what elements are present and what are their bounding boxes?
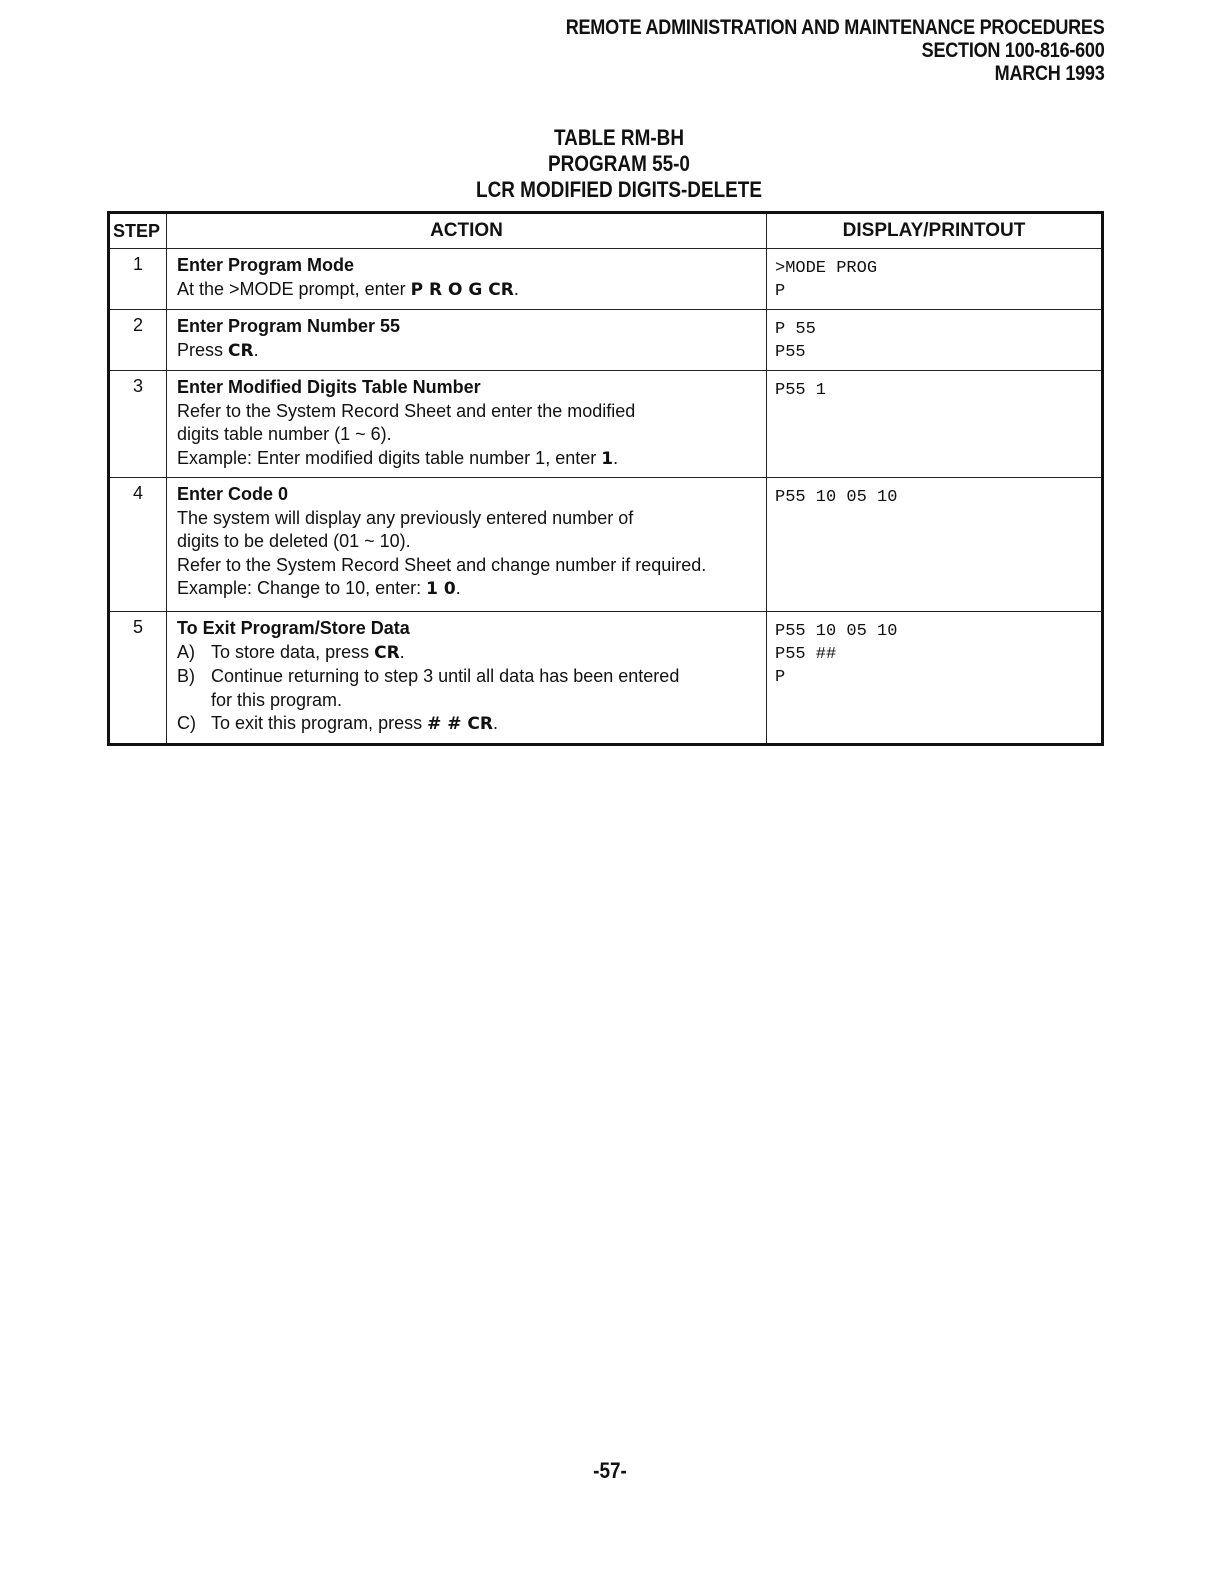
page-number: -57- [593,1458,627,1483]
action-title: Enter Program Number 55 [177,316,401,336]
display-line: P [775,282,786,301]
table-title [352,125,885,203]
action-text-end: . [399,641,405,662]
action-text-end: . [493,713,499,733]
action-cell [167,612,767,745]
page-header [565,16,1104,85]
display-cell [767,371,1103,478]
display-line: P55 10 05 10 [775,488,898,507]
action-line: Refer to the System Record Sheet and change number if required. [177,554,707,575]
header-date: MARCH 1993 [994,62,1104,85]
display-line: P55 ## [775,645,837,664]
action-line: Refer to the System Record Sheet and enter the modified [177,400,636,421]
action-cell [167,478,767,612]
action-line: digits to be deleted (01 ~ 10). [177,531,411,551]
header-doc-title: REMOTE ADMINISTRATION AND MAINTENANCE PROCEDURES [565,16,1104,39]
action-text: To exit this program, press [211,713,428,733]
action-title: To Exit Program/Store Data [177,618,410,638]
step-number: 4 [109,478,167,612]
substep-a [177,641,760,666]
display-line: P 55 [775,320,816,339]
action-line [177,447,760,472]
action-text: for this program. [211,689,343,710]
column-header-step: STEP [109,213,167,249]
display-line: P55 1 [775,381,827,400]
action-title: Enter Code 0 [177,484,289,504]
action-cell [167,249,767,310]
action-line [177,278,760,303]
column-header-display: DISPLAY/PRINTOUT [767,213,1103,249]
key-sequence: # # CR [427,714,493,734]
action-title: Enter Modified Digits Table Number [177,377,481,397]
substep-label: A) [177,641,195,662]
action-text: Example: Enter modified digits table number 1, enter [177,447,602,468]
action-text: To store data, press [211,641,375,662]
procedure-table [107,211,1104,746]
display-cell [767,612,1103,745]
substep-text [211,641,760,666]
action-line: The system will display any previously entered number of [177,507,634,528]
action-line: digits table number (1 ~ 6). [177,424,392,444]
action-text: Press [177,339,229,360]
display-line: >MODE PROG [775,259,878,278]
action-text-end: . [513,278,519,299]
action-text-end: . [253,339,259,360]
step-number: 1 [109,249,167,310]
substep-text [211,665,760,712]
step-number: 2 [109,310,167,371]
substep-b [177,665,760,712]
action-text: Example: Change to 10, enter: [177,578,427,598]
table-id: TABLE RM-BH [554,125,684,150]
substep-c [177,712,760,737]
program-name: LCR MODIFIED DIGITS-DELETE [476,177,762,202]
substep-text [211,712,760,737]
display-cell [767,478,1103,612]
action-line [177,577,760,602]
key-sequence: CR [228,340,254,361]
key-sequence: CR [374,642,400,663]
table-row [109,612,1103,745]
program-number: PROGRAM 55-0 [548,151,690,176]
key-sequence: 1 [601,448,614,469]
step-number: 3 [109,371,167,478]
step-number: 5 [109,612,167,745]
substep-label: C) [177,713,196,733]
action-text-end: . [613,447,619,468]
table-row [109,371,1103,478]
column-header-action: ACTION [167,213,767,249]
table-header-row [109,213,1103,249]
display-cell [767,310,1103,371]
table-row [109,310,1103,371]
table-row [109,478,1103,612]
action-text: Continue returning to step 3 until all data has been entered [211,666,680,686]
action-text: At the >MODE prompt, enter [177,278,411,299]
action-line [177,339,760,364]
display-cell [767,249,1103,310]
action-cell [167,371,767,478]
action-title: Enter Program Mode [177,255,355,275]
key-sequence: 1 0 [426,579,456,599]
header-section: SECTION 100-816-600 [921,39,1104,62]
table-row [109,249,1103,310]
display-line: P [775,668,786,687]
action-text-end: . [455,578,461,598]
substep-label: B) [177,666,195,686]
key-sequence: P R O G CR [410,279,514,300]
action-cell [167,310,767,371]
display-line: P55 10 05 10 [775,622,898,641]
display-line: P55 [775,343,806,362]
